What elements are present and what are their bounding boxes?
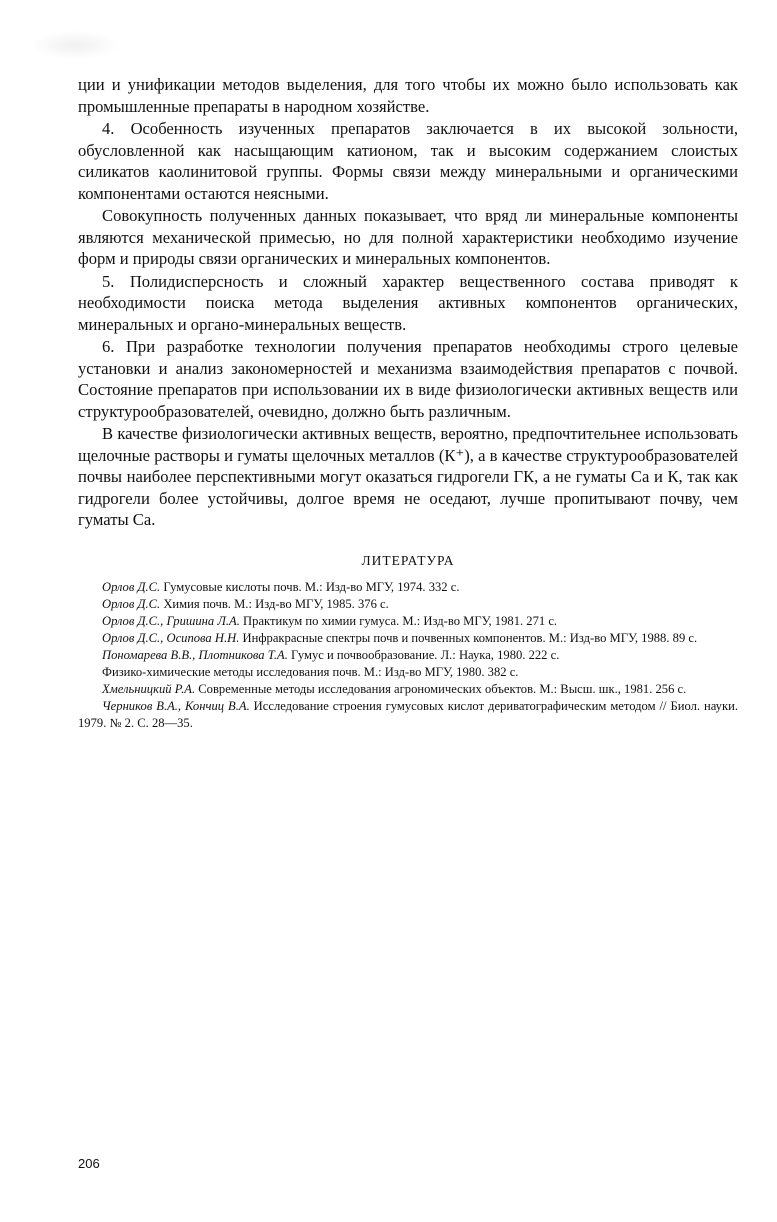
reference-author: Орлов Д.С., Осипова Н.Н.: [102, 630, 240, 645]
references-list: [78, 579, 738, 732]
reference-text: Современные методы исследования агрономических объектов. М.: Высш. шк., 1981. 256 с.: [195, 681, 687, 696]
paragraph-point-4: 4. Особенность изученных препаратов заключается в их высокой зольности, обусловленной как насыщающим катионом, так и высоким содержанием слоистых силикатов каолинитовой группы. Формы связи между минеральными и органическими компонентами остаются неясными.: [78, 119, 738, 203]
reference-author: Черников В.А., Кончиц В.А.: [102, 698, 250, 713]
paragraph-continuation: ции и унификации методов выделения, для того чтобы их можно было использовать как промышленные препараты в народном хозяйстве.: [78, 75, 738, 116]
reference-item: [78, 596, 738, 613]
reference-text: Химия почв. М.: Изд-во МГУ, 1985. 376 с.: [160, 596, 389, 611]
scan-smudge: [30, 30, 120, 60]
reference-author: Орлов Д.С., Гришина Л.А.: [102, 613, 240, 628]
reference-text: Инфракрасные спектры почв и почвенных компонентов. М.: Изд-во МГУ, 1988. 89 с.: [239, 630, 698, 645]
reference-item: [78, 613, 738, 630]
paragraph-point-6: 6. При разработке технологии получения препаратов необходимы строго целевые установки и анализ закономерностей и механизма взаимодействия препаратов с почвой. Состояние препаратов при использовании их в виде физиологически активных веществ или структурообразователей, очевидно, должно быть различным.: [78, 337, 738, 421]
page-number: 206: [78, 1156, 100, 1171]
reference-text: Исследование строения гумусовых кислот дериватографическим методом // Биол. науки. 1979. № 2. С. 28—35.: [78, 698, 738, 730]
reference-text: Практикум по химии гумуса. М.: Изд-во МГУ, 1981. 271 с.: [239, 613, 558, 628]
reference-item: [78, 647, 738, 664]
reference-item: [78, 630, 738, 647]
reference-author: Пономарева В.В., Плотникова Т.А.: [102, 647, 288, 662]
reference-author: Хмельницкий Р.А.: [102, 681, 196, 696]
document-page: [78, 74, 738, 732]
references-heading: ЛИТЕРАТУРА: [361, 552, 455, 568]
reference-text: Гумусовые кислоты почв. М.: Изд-во МГУ, 1974. 332 с.: [160, 579, 460, 594]
reference-item: [78, 681, 738, 698]
body-text: [78, 74, 738, 531]
paragraph-point-5: 5. Полидисперсность и сложный характер вещественного состава приводят к необходимости поиска метода выделения активных компонентов органических, минеральных и органо-минеральных веществ.: [78, 271, 738, 334]
reference-item: [78, 664, 738, 681]
reference-author: Орлов Д.С.: [102, 596, 161, 611]
reference-text: Физико-химические методы исследования почв. М.: Изд-во МГУ, 1980. 382 с.: [102, 664, 519, 679]
reference-text: Гумус и почвообразование. Л.: Наука, 1980. 222 с.: [287, 647, 560, 662]
reference-author: Орлов Д.С.: [102, 579, 161, 594]
paragraph-conclusion: В качестве физиологически активных веществ, вероятно, предпочтительнее использовать щелочные растворы и гуматы щелочных металлов (К⁺), а в качестве структурообразователей почвы наиболее перспективными могут оказаться гидрогели ГК, а не гуматы Са и К, так как гидрогели более устойчивы, долгое время не оседают, лучше пропитывают почву, чем гуматы Са.: [78, 424, 738, 529]
reference-item: [78, 579, 738, 596]
reference-item: [78, 698, 738, 732]
paragraph-summary: Совокупность полученных данных показывает, что вряд ли минеральные компоненты являются механической примесью, но для полной характеристики необходимо изучение форм и природы связи органических и минеральных компонентов.: [78, 206, 738, 268]
